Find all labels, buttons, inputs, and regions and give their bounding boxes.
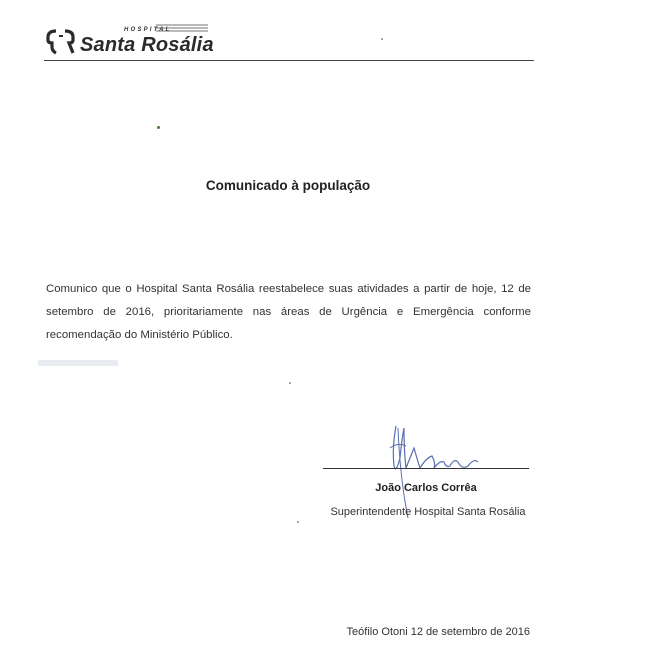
scan-speck xyxy=(157,126,160,129)
scan-smudge xyxy=(38,360,118,366)
signature-line xyxy=(323,468,529,469)
scan-speck xyxy=(381,38,383,40)
logo-hospital-name: Santa Rosália xyxy=(80,34,214,56)
hospital-logo-icon xyxy=(46,28,76,56)
place-date: Teófilo Otoni 12 de setembro de 2016 xyxy=(346,626,530,638)
letterhead-divider xyxy=(44,60,534,61)
logo-hospital-label: HOSPITAL xyxy=(124,27,172,33)
scan-speck xyxy=(297,521,299,523)
signer-name: João Carlos Corrêa xyxy=(375,482,477,494)
letterhead xyxy=(44,22,534,64)
document-title: Comunicado à população xyxy=(205,178,371,193)
scan-speck xyxy=(289,382,291,384)
signer-role: Superintendente Hospital Santa Rosália xyxy=(330,506,526,518)
body-paragraph: Comunico que o Hospital Santa Rosália reestabelece suas atividades a partir de hoje, 12 de setembro de 2016, prioritariamente nas áreas de Urgência e Emergência conforme recomendação do Ministério Público. xyxy=(46,283,531,341)
